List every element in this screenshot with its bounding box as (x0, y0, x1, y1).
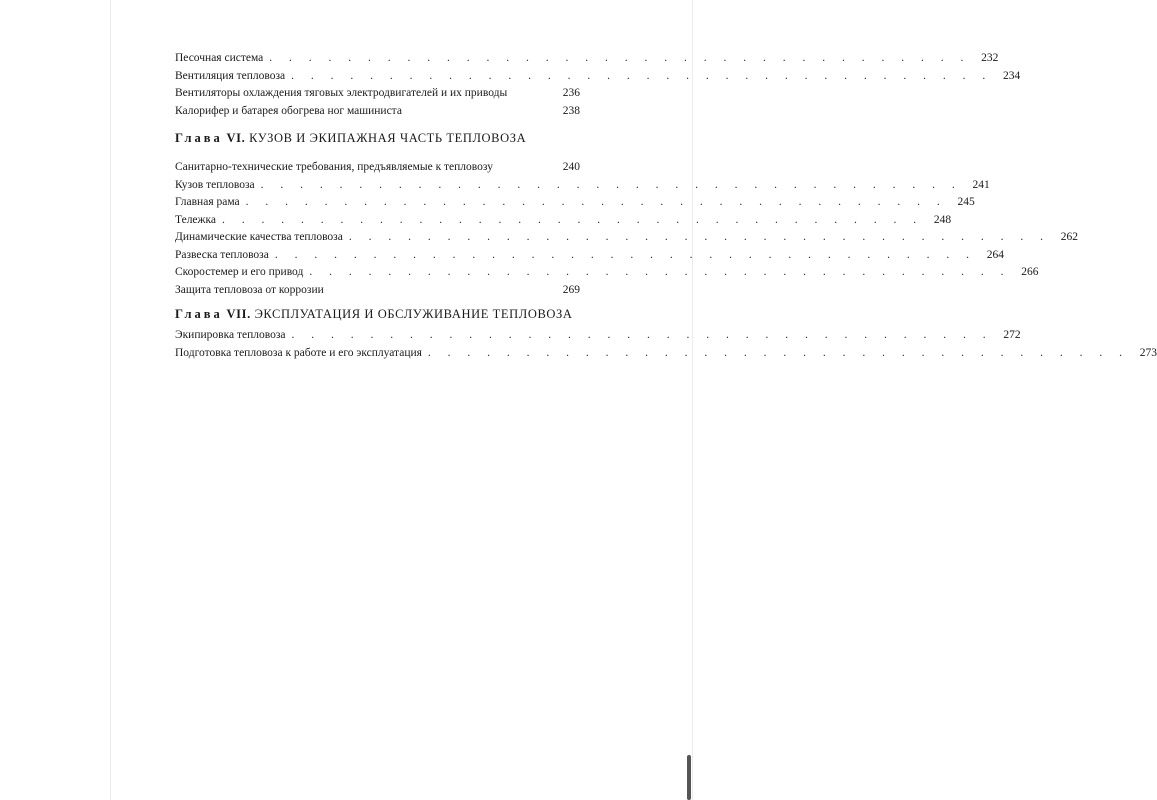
toc-entry-page: 238 (562, 104, 580, 117)
toc-entry-page: 269 (562, 283, 580, 296)
toc-entry-title: Тележка (175, 213, 216, 226)
scrollbar-thumb[interactable] (687, 755, 691, 800)
toc-entry[interactable] (175, 212, 952, 230)
leader-dots: . . . . . . . . . . . . . . . . . . . . . . . . . . . . . . . . . . . . (309, 266, 1011, 278)
toc-entry-title: Главная рама (175, 196, 240, 208)
leader-dots: . . . . . . . . . . . . . . . . . . . . . . . . . . . . . . . . . . . . (348, 231, 1050, 243)
table-of-contents (175, 50, 1157, 362)
toc-entry-page: 273 (1139, 346, 1157, 359)
toc-entry-title: Экипировка тепловоза (175, 329, 286, 341)
toc-entry[interactable] (175, 85, 580, 103)
toc-entry[interactable] (175, 327, 1021, 345)
toc-entry-page: 248 (933, 213, 952, 226)
chapter-title: КУЗОВ И ЭКИПАЖНАЯ ЧАСТЬ ТЕПЛОВОЗА (249, 131, 527, 145)
toc-entry-title: Скоростемер и его привод (175, 266, 304, 278)
toc-entry[interactable] (175, 264, 1039, 282)
leader-dots: . . . . . . . . . . . . . . . . . . . . . . . . . . . . . . . . . . . . (291, 69, 993, 82)
toc-entry-page: 272 (1003, 329, 1021, 341)
leader-dots: . . . . . . . . . . . . . . . . . . . . . . . . . . . . . . . . . . . . (269, 52, 971, 64)
chapter-heading[interactable] (175, 131, 580, 146)
toc-entry[interactable] (175, 345, 1157, 363)
toc-entry[interactable] (175, 194, 975, 212)
page-edge-left (110, 0, 111, 800)
toc-entry[interactable] (175, 177, 990, 195)
chapter-number: VII. (226, 307, 251, 321)
toc-entry[interactable] (175, 159, 580, 177)
toc-entry[interactable] (175, 229, 1078, 247)
toc-entry-page: 241 (972, 178, 990, 191)
chapter-number: VI. (226, 131, 246, 145)
page-edge-right (692, 0, 693, 800)
chapter-heading[interactable] (175, 307, 580, 322)
toc-entry[interactable] (175, 68, 1021, 86)
toc-entry-page: 245 (957, 196, 975, 208)
toc-entry-title: Вентиляторы охлаждения тяговых электродвигателей и их приводы (175, 87, 508, 99)
toc-entry-title: Калорифер и батарея обогрева ног машиниста (175, 104, 402, 117)
toc-entry-page: 236 (562, 87, 580, 99)
toc-entry[interactable] (175, 103, 580, 121)
toc-entry-title: Развеска тепловоза (175, 248, 269, 261)
toc-entry-title: Кузов тепловоза (175, 178, 255, 191)
toc-entry[interactable] (175, 247, 1004, 265)
toc-entry-title: Санитарно-технические требования, предъявляемые к тепловозу (175, 161, 493, 173)
toc-entry-page: 266 (1021, 266, 1039, 278)
leader-dots: . . . . . . . . . . . . . . . . . . . . . . . . . . . . . . . . . . . . (291, 329, 993, 341)
leader-dots: . . . . . . . . . . . . . . . . . . . . . . . . . . . . . . . . . . . . (274, 248, 976, 261)
toc-entry[interactable] (175, 50, 999, 68)
toc-entry-page: 262 (1060, 231, 1078, 243)
leader-dots: . . . . . . . . . . . . . . . . . . . . . . . . . . . . . . . . . . . . (245, 196, 947, 208)
chapter-title: ЭКСПЛУАТАЦИЯ И ОБСЛУЖИВАНИЕ ТЕПЛОВОЗА (254, 307, 573, 321)
leader-dots: . . . . . . . . . . . . . . . . . . . . . . . . . . . . . . . . . . . . (222, 213, 924, 226)
toc-entry-title: Песочная система (175, 52, 264, 64)
toc-entry-page: 232 (981, 52, 999, 64)
leader-dots: . . . . . . . . . . . . . . . . . . . . . . . . . . . . . . . . . . . . (260, 178, 962, 191)
toc-entry-page: 264 (986, 248, 1004, 261)
leader-dots: . . . . . . . . . . . . . . . . . . . . . . . . . . . . . . . . . . . . (427, 346, 1130, 359)
chapter-word: Глава (175, 307, 223, 321)
toc-entry-title: Подготовка тепловоза к работе и его эксплуатация (175, 346, 422, 359)
toc-entry-title: Вентиляция тепловоза (175, 69, 286, 82)
toc-entry-page: 240 (562, 161, 580, 173)
toc-entry[interactable] (175, 282, 580, 300)
toc-entry-page: 234 (1003, 69, 1021, 82)
toc-entry-title: Защита тепловоза от коррозии (175, 283, 324, 296)
toc-entry-title: Динамические качества тепловоза (175, 231, 343, 243)
chapter-word: Глава (175, 131, 223, 145)
